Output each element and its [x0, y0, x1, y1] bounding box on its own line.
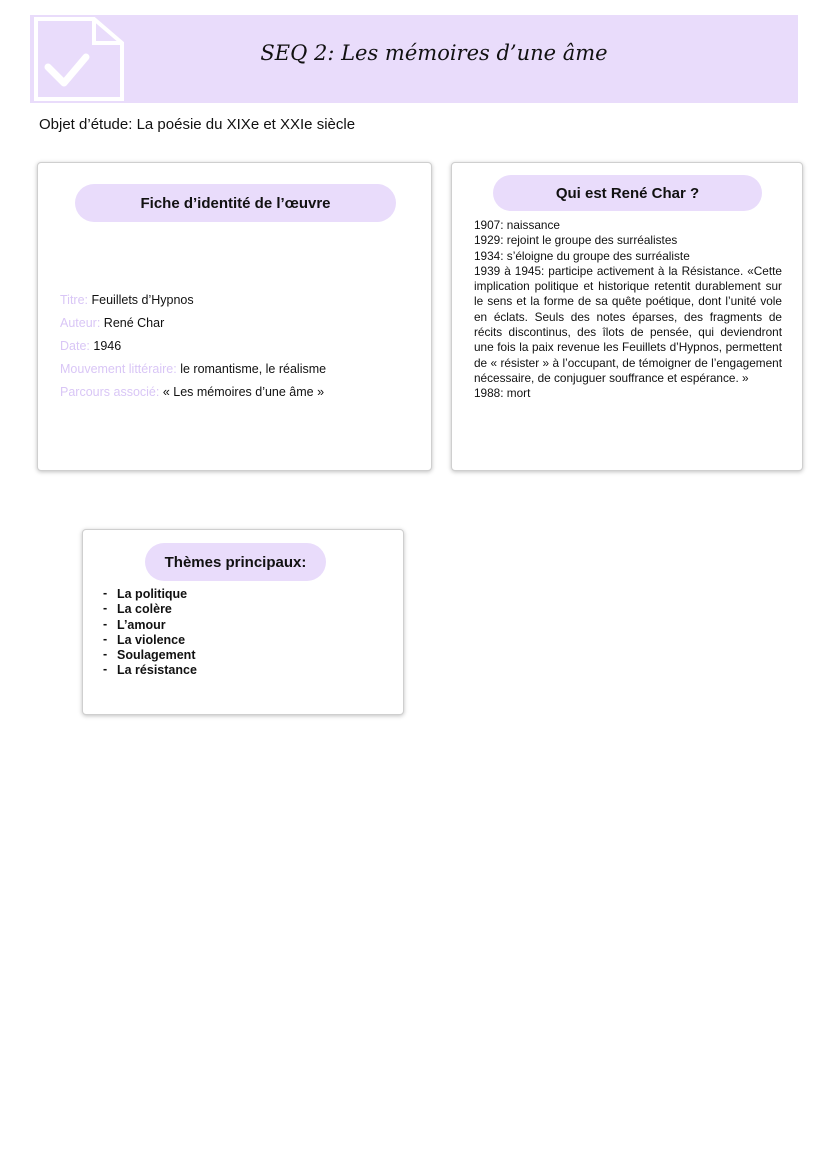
identity-card — [37, 162, 432, 471]
identity-row: Date: 1946 — [60, 339, 122, 353]
bio-line: 1988: mort — [474, 386, 531, 401]
identity-row: Parcours associé: « Les mémoires d’une âme » — [60, 385, 325, 399]
list-item: - La violence — [103, 631, 186, 647]
identity-list — [60, 292, 326, 407]
author-card-title: Qui est René Char ? — [493, 175, 762, 211]
list-item: - Soulagement — [103, 647, 196, 663]
header-banner — [30, 15, 798, 103]
identity-row: Mouvement littéraire: le romantisme, le réalisme — [60, 362, 327, 376]
themes-list — [103, 587, 197, 679]
author-card — [451, 162, 803, 471]
list-item: - L’amour — [103, 616, 166, 632]
list-item: - La colère — [103, 601, 172, 617]
themes-card — [82, 529, 404, 715]
list-item: - La politique — [103, 586, 188, 601]
bio-line: 1907: naissance — [474, 218, 560, 232]
list-item: - La résistance — [103, 662, 197, 678]
themes-card-title: Thèmes principaux: — [145, 543, 326, 581]
study-subject: Objet d’étude: La poésie du XIXe et XXIe siècle — [39, 116, 356, 133]
bio-paragraph: 1939 à 1945: participe activement à la Résistance. «Cette implication politique et historique retentit durablement sur le sens et la forme de sa quête poétique, dont l’unité vole en éclats. Seuls des notes éparses, des fragments de récits discontinus, des îlots de pensée, qui deviendront une fois la paix revenue les Feuillets d’Hypnos, permettent de « résister » à l’occupant, de témoigner de l’engagement nécessaire, de conjuguer souffrance et espérance. » — [474, 263, 782, 385]
page-title: SEQ 2: Les mémoires d’une âme — [260, 41, 608, 65]
author-bio — [474, 218, 782, 402]
identity-row: Titre: Feuillets d’Hypnos — [60, 293, 194, 307]
bio-line: 1934: s’éloigne du groupe des surréaliste — [474, 248, 690, 263]
bio-line: 1929: rejoint le groupe des surréalistes — [474, 233, 678, 248]
identity-row: Auteur: René Char — [60, 316, 165, 330]
identity-card-title: Fiche d’identité de l’œuvre — [75, 184, 396, 222]
